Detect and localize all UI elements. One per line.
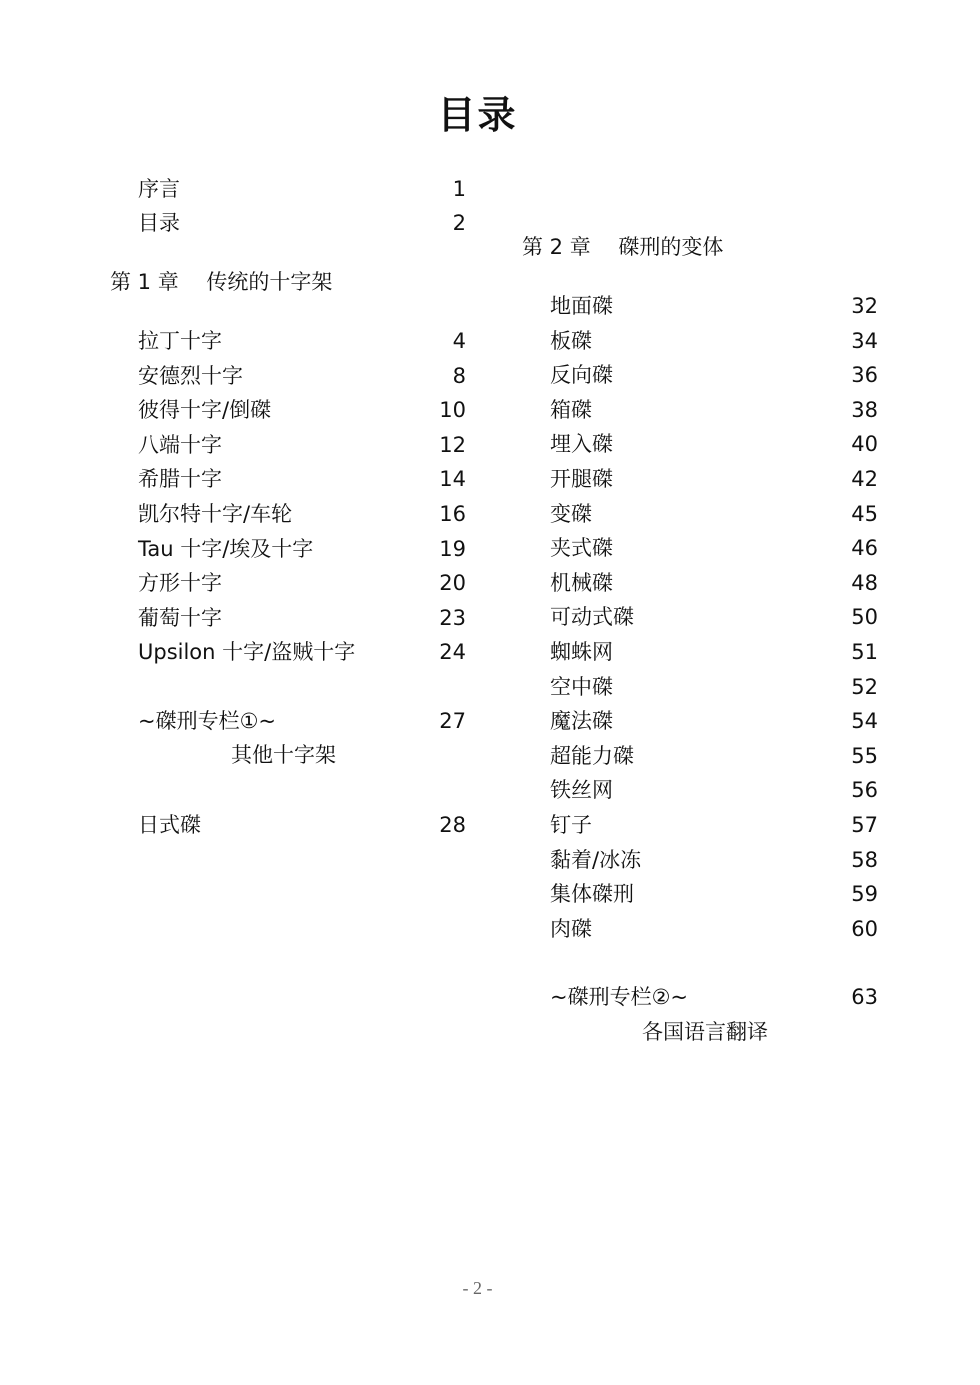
toc-entry-page: 34 [851,328,878,353]
toc-entry-page: 23 [439,605,466,630]
toc-entry-page: 12 [439,432,466,457]
toc-entry-page: 8 [452,363,466,388]
toc-entry-page: 4 [452,329,466,353]
page-number: - 2 - [462,1278,493,1298]
chapter-heading: 第 2 章 磔刑的变体 [522,235,724,259]
toc-entry-label: 集体磔刑 [550,882,634,907]
toc-entry-page: 14 [439,467,466,492]
toc-entry-label: 日式磔 [138,813,201,837]
toc-entry-label: 超能力磔 [550,743,634,768]
toc-entry-label: 拉丁十字 [138,329,222,353]
toc-entry-label: 肉磔 [550,916,592,941]
toc-entry-label: 铁丝网 [550,778,613,803]
toc-entry-page: 45 [851,501,878,526]
toc-entry-label: 箱磔 [550,397,592,422]
toc-entry-page: 36 [851,363,878,388]
toc-entry-page: 58 [851,847,878,872]
toc-entry-label: 方形十字 [138,571,222,596]
toc-entry-label: 机械磔 [550,570,613,595]
toc-entry-page: 59 [851,882,878,907]
toc-entry-label: 黏着/冰冻 [550,847,642,872]
toc-entry-label: 蜘蛛网 [550,640,613,664]
toc-entry-label: 开腿磔 [550,467,613,491]
toc-entry-page: 27 [439,709,466,733]
toc-entry-page: 28 [439,813,466,837]
toc-entry-page: 19 [439,536,466,561]
toc-entry-label: 彼得十字/倒磔 [138,398,272,423]
toc-entry-label: 可动式磔 [550,605,634,630]
toc-entry-label: 地面磔 [550,294,613,318]
toc-entry-page: 50 [851,605,878,630]
toc-entry-page: 56 [851,778,878,803]
toc-entry-label: 反向磔 [550,363,613,388]
toc-entry-label: ~磔刑专栏①~ [138,709,277,733]
toc-entry-page: 46 [851,536,878,561]
toc-entry-label: 板磔 [550,328,592,353]
toc-entry-label: ~磔刑专栏②~ [550,985,689,1009]
toc-entry-page: 1 [452,177,466,201]
toc-entry-label: 安德烈十字 [138,363,243,388]
toc-entry-page: 10 [439,398,466,423]
toc-entry-page: 48 [851,570,878,595]
toc-entry-page: 16 [439,502,466,526]
toc-entry-page: 38 [851,397,878,422]
toc-entry-page: 63 [851,985,878,1009]
toc-entry-label: 埋入磔 [550,432,613,457]
toc-entry-label: Tau 十字/埃及十字 [138,536,314,561]
toc-entry-page: 54 [851,709,878,734]
toc-entry-label: 八端十字 [138,432,222,457]
toc-entry-page: 42 [851,467,878,491]
toc-entry-page: 32 [851,294,878,318]
toc-entry-page: 60 [851,916,878,941]
toc-entry-label: 目录 [138,211,180,235]
chapter-heading: 第 1 章 传统的十字架 [110,270,333,294]
toc-entry-label: 希腊十字 [138,467,222,492]
toc-entry-subtitle: 其他十字架 [231,743,336,767]
toc-entry-label: 葡萄十字 [138,605,222,630]
toc-entry-page: 55 [851,743,878,768]
toc-entry-label: Upsilon 十字/盗贼十字 [138,640,356,665]
toc-entry-page: 20 [439,571,466,596]
toc-entry-label: 夹式磔 [550,536,613,561]
toc-entry-label: 钉子 [550,813,592,837]
toc-entry-label: 魔法磔 [550,709,613,734]
toc-entry-page: 52 [851,674,878,699]
toc-entry-label: 序言 [138,177,180,201]
toc-entry-label: 凯尔特十字/车轮 [138,502,293,526]
toc-entry-label: 变磔 [550,501,592,526]
toc-entry-page: 40 [851,432,878,457]
toc-entry-subtitle: 各国语言翻译 [642,1020,768,1044]
toc-entry-page: 2 [452,211,466,235]
toc-entry-page: 57 [851,813,878,837]
toc-entry-page: 24 [439,640,466,665]
page-title: 目录 [437,93,518,137]
toc-entry-page: 51 [851,640,878,664]
toc-entry-label: 空中磔 [550,674,613,699]
